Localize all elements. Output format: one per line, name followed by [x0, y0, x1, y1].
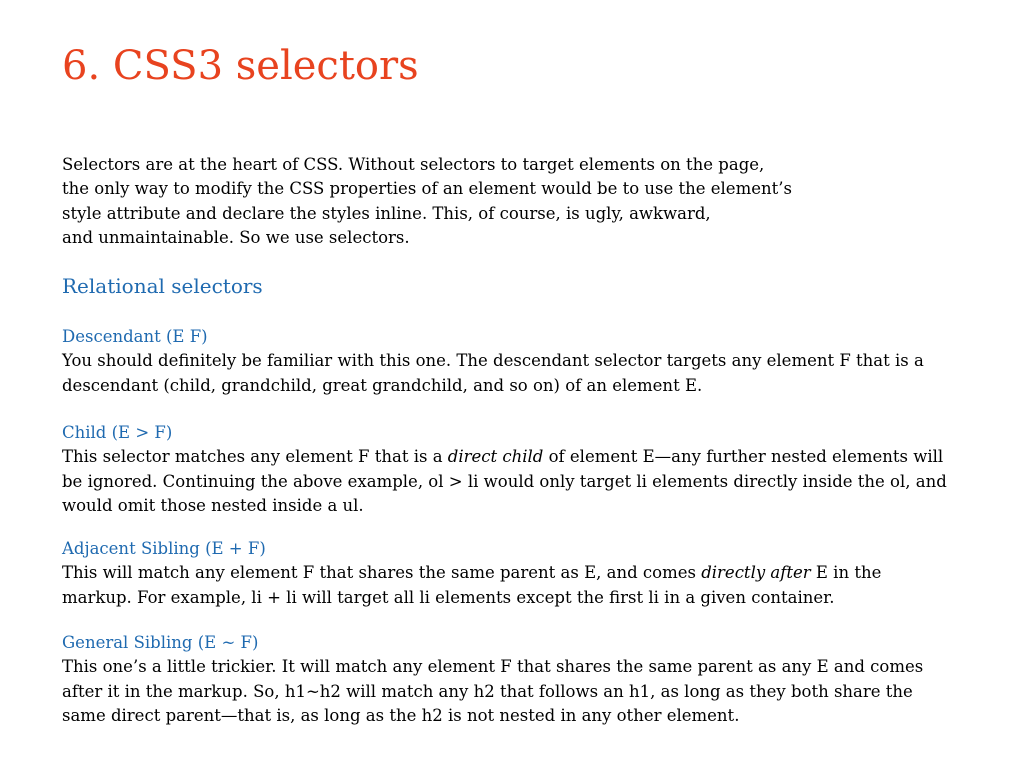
- description-line: after it in the markup. So, h1~h2 will match any h2 that follows an h1, as long as they both share the: [62, 681, 913, 701]
- emphasis-text: directly after: [701, 563, 811, 583]
- intro-line: style attribute and declare the styles inline. This, of course, is ugly, awkward,: [62, 203, 711, 223]
- selector-heading: Descendant (E F): [62, 327, 208, 346]
- text-run: of element E—any further nested elements will: [543, 447, 944, 467]
- selector-general-sibling: [62, 631, 992, 728]
- intro-line: the only way to modify the CSS properties of an element would be to use the element’s: [62, 179, 792, 199]
- text-run: This selector matches any element F that is a: [62, 447, 448, 467]
- intro-line: Selectors are at the heart of CSS. Without selectors to target elements on the page,: [62, 155, 765, 174]
- description-line: same direct parent—that is, as long as the h2 is not nested in any other element.: [62, 705, 740, 725]
- description-line: would omit those nested inside a ul.: [62, 495, 364, 515]
- selector-heading: Adjacent Sibling (E + F): [62, 539, 266, 558]
- text-run: E in the: [810, 563, 882, 583]
- description-line: [62, 445, 992, 469]
- intro-line: and unmaintainable. So we use selectors.: [62, 227, 410, 247]
- selector-heading: General Sibling (E ~ F): [62, 633, 259, 652]
- selector-descendant: [62, 325, 992, 398]
- description-line: markup. For example, li + li will target all li elements except the first li in a given container.: [62, 587, 835, 607]
- text-run: This will match any element F that shares the same parent as E, and comes: [62, 563, 702, 583]
- selector-description: [62, 445, 992, 518]
- description-line: This one’s a little trickier. It will match any element F that shares the same parent as any E and comes: [62, 657, 924, 677]
- description-line: You should definitely be familiar with this one. The descendant selector targets any element F that is a: [62, 351, 924, 371]
- selector-adjacent-sibling: [62, 537, 992, 610]
- slide-title: 6. CSS3 selectors: [62, 43, 419, 89]
- section-heading: Relational selectors: [62, 274, 263, 298]
- intro-paragraph: [62, 153, 792, 250]
- selector-description: [62, 655, 992, 728]
- description-line: descendant (child, grandchild, great grandchild, and so on) of an element E.: [62, 375, 703, 395]
- selector-heading: Child (E > F): [62, 423, 173, 442]
- selector-child: [62, 421, 992, 518]
- slide: [62, 0, 992, 768]
- selector-description: [62, 561, 992, 610]
- selector-description: [62, 349, 992, 398]
- emphasis-text: direct child: [447, 447, 544, 467]
- description-line: be ignored. Continuing the above example, ol > li would only target li elements directly inside the ol, and: [62, 471, 947, 491]
- description-line: [62, 561, 992, 585]
